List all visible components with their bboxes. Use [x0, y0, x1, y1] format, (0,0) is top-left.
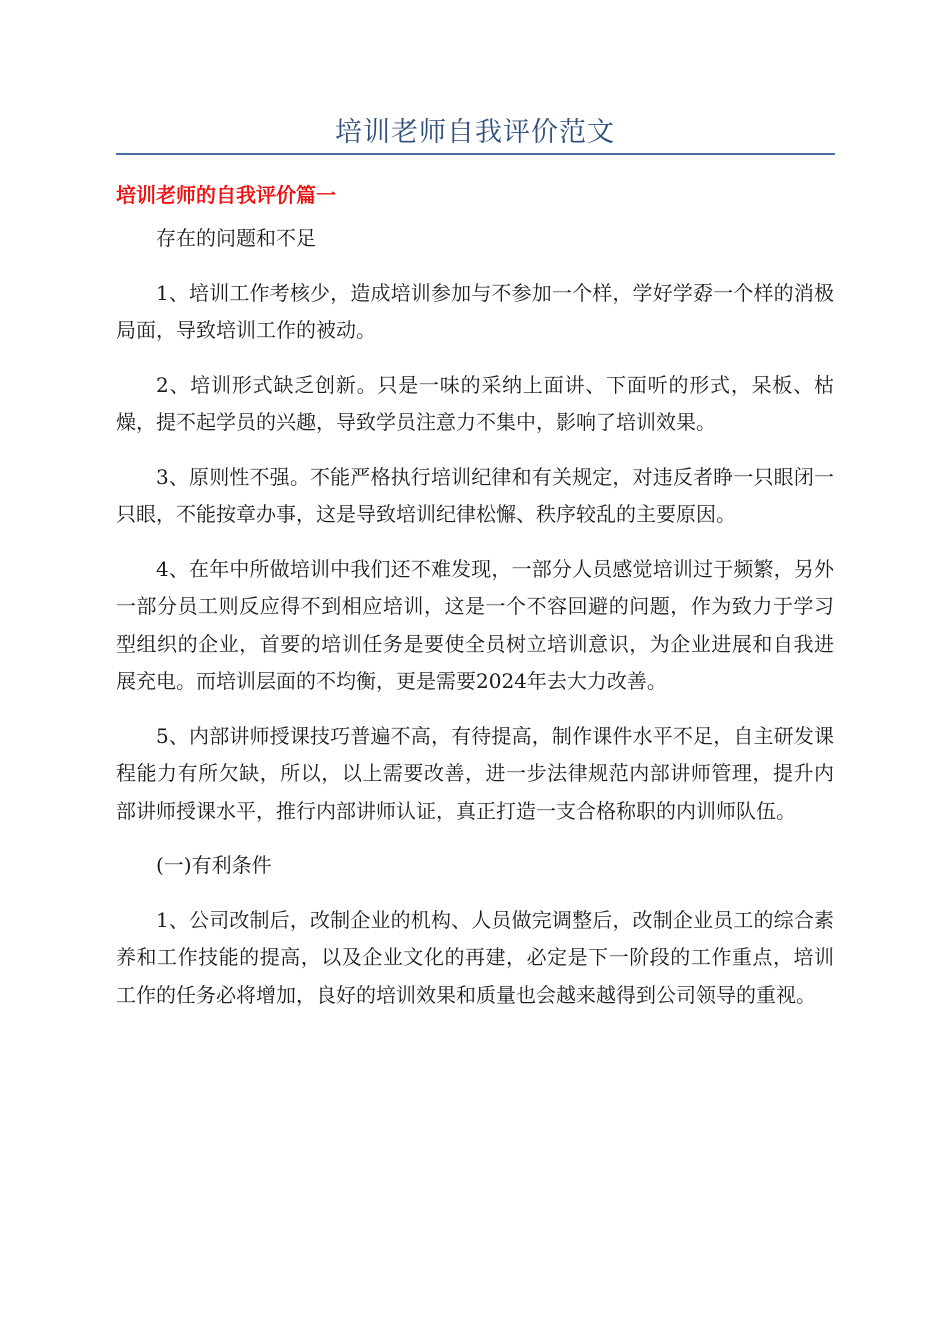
paragraph-item-3: 3、原则性不强。不能严格执行培训纪律和有关规定，对违反者睁一只眼闭一只眼，不能按章办事，这是导致培训纪律松懈、秩序较乱的主要原因。 [116, 464, 834, 526]
paragraph-item-4: 4、在年中所做培训中我们还不难发现，一部分人员感觉培训过于频繁，另外一部分员工则反应得不到相应培训，这是一个不容回避的问题，作为致力于学习型组织的企业，首要的培训任务是要使全员树立培训意识，为企业进展和自我进展充电。而培训层面的不均衡，更是需要2024年去大力改善。 [116, 556, 834, 693]
paragraph-problems-heading: 存在的问题和不足 [156, 226, 316, 250]
paragraph-favorable-conditions-heading: (一)有利条件 [156, 853, 272, 877]
section-heading: 培训老师的自我评价篇一 [116, 183, 336, 207]
paragraph-item-5: 5、内部讲师授课技巧普遍不高，有待提高，制作课件水平不足，自主研发课程能力有所欠缺，所以，以上需要改善，进一步法律规范内部讲师管理，提升内部讲师授课水平，推行内部讲师认证，真正打造一支合格称职的内训师队伍。 [116, 723, 834, 823]
paragraph-favorable-item-1: 1、公司改制后，改制企业的机构、人员做完调整后，改制企业员工的综合素养和工作技能的提高，以及企业文化的再建，必定是下一阶段的工作重点，培训工作的任务必将增加，良好的培训效果和质量也会越来越得到公司领导的重视。 [116, 907, 834, 1007]
paragraph-item-1: 1、培训工作考核少，造成培训参加与不参加一个样，学好学孬一个样的消极局面，导致培训工作的被动。 [116, 280, 834, 342]
paragraph-item-2: 2、培训形式缺乏创新。只是一味的采纳上面讲、下面听的形式，呆板、枯燥，提不起学员的兴趣，导致学员注意力不集中，影响了培训效果。 [116, 372, 834, 434]
document-title: 培训老师自我评价范文 [335, 117, 615, 148]
title-underline-divider [116, 153, 835, 155]
document-body [116, 220, 834, 1031]
